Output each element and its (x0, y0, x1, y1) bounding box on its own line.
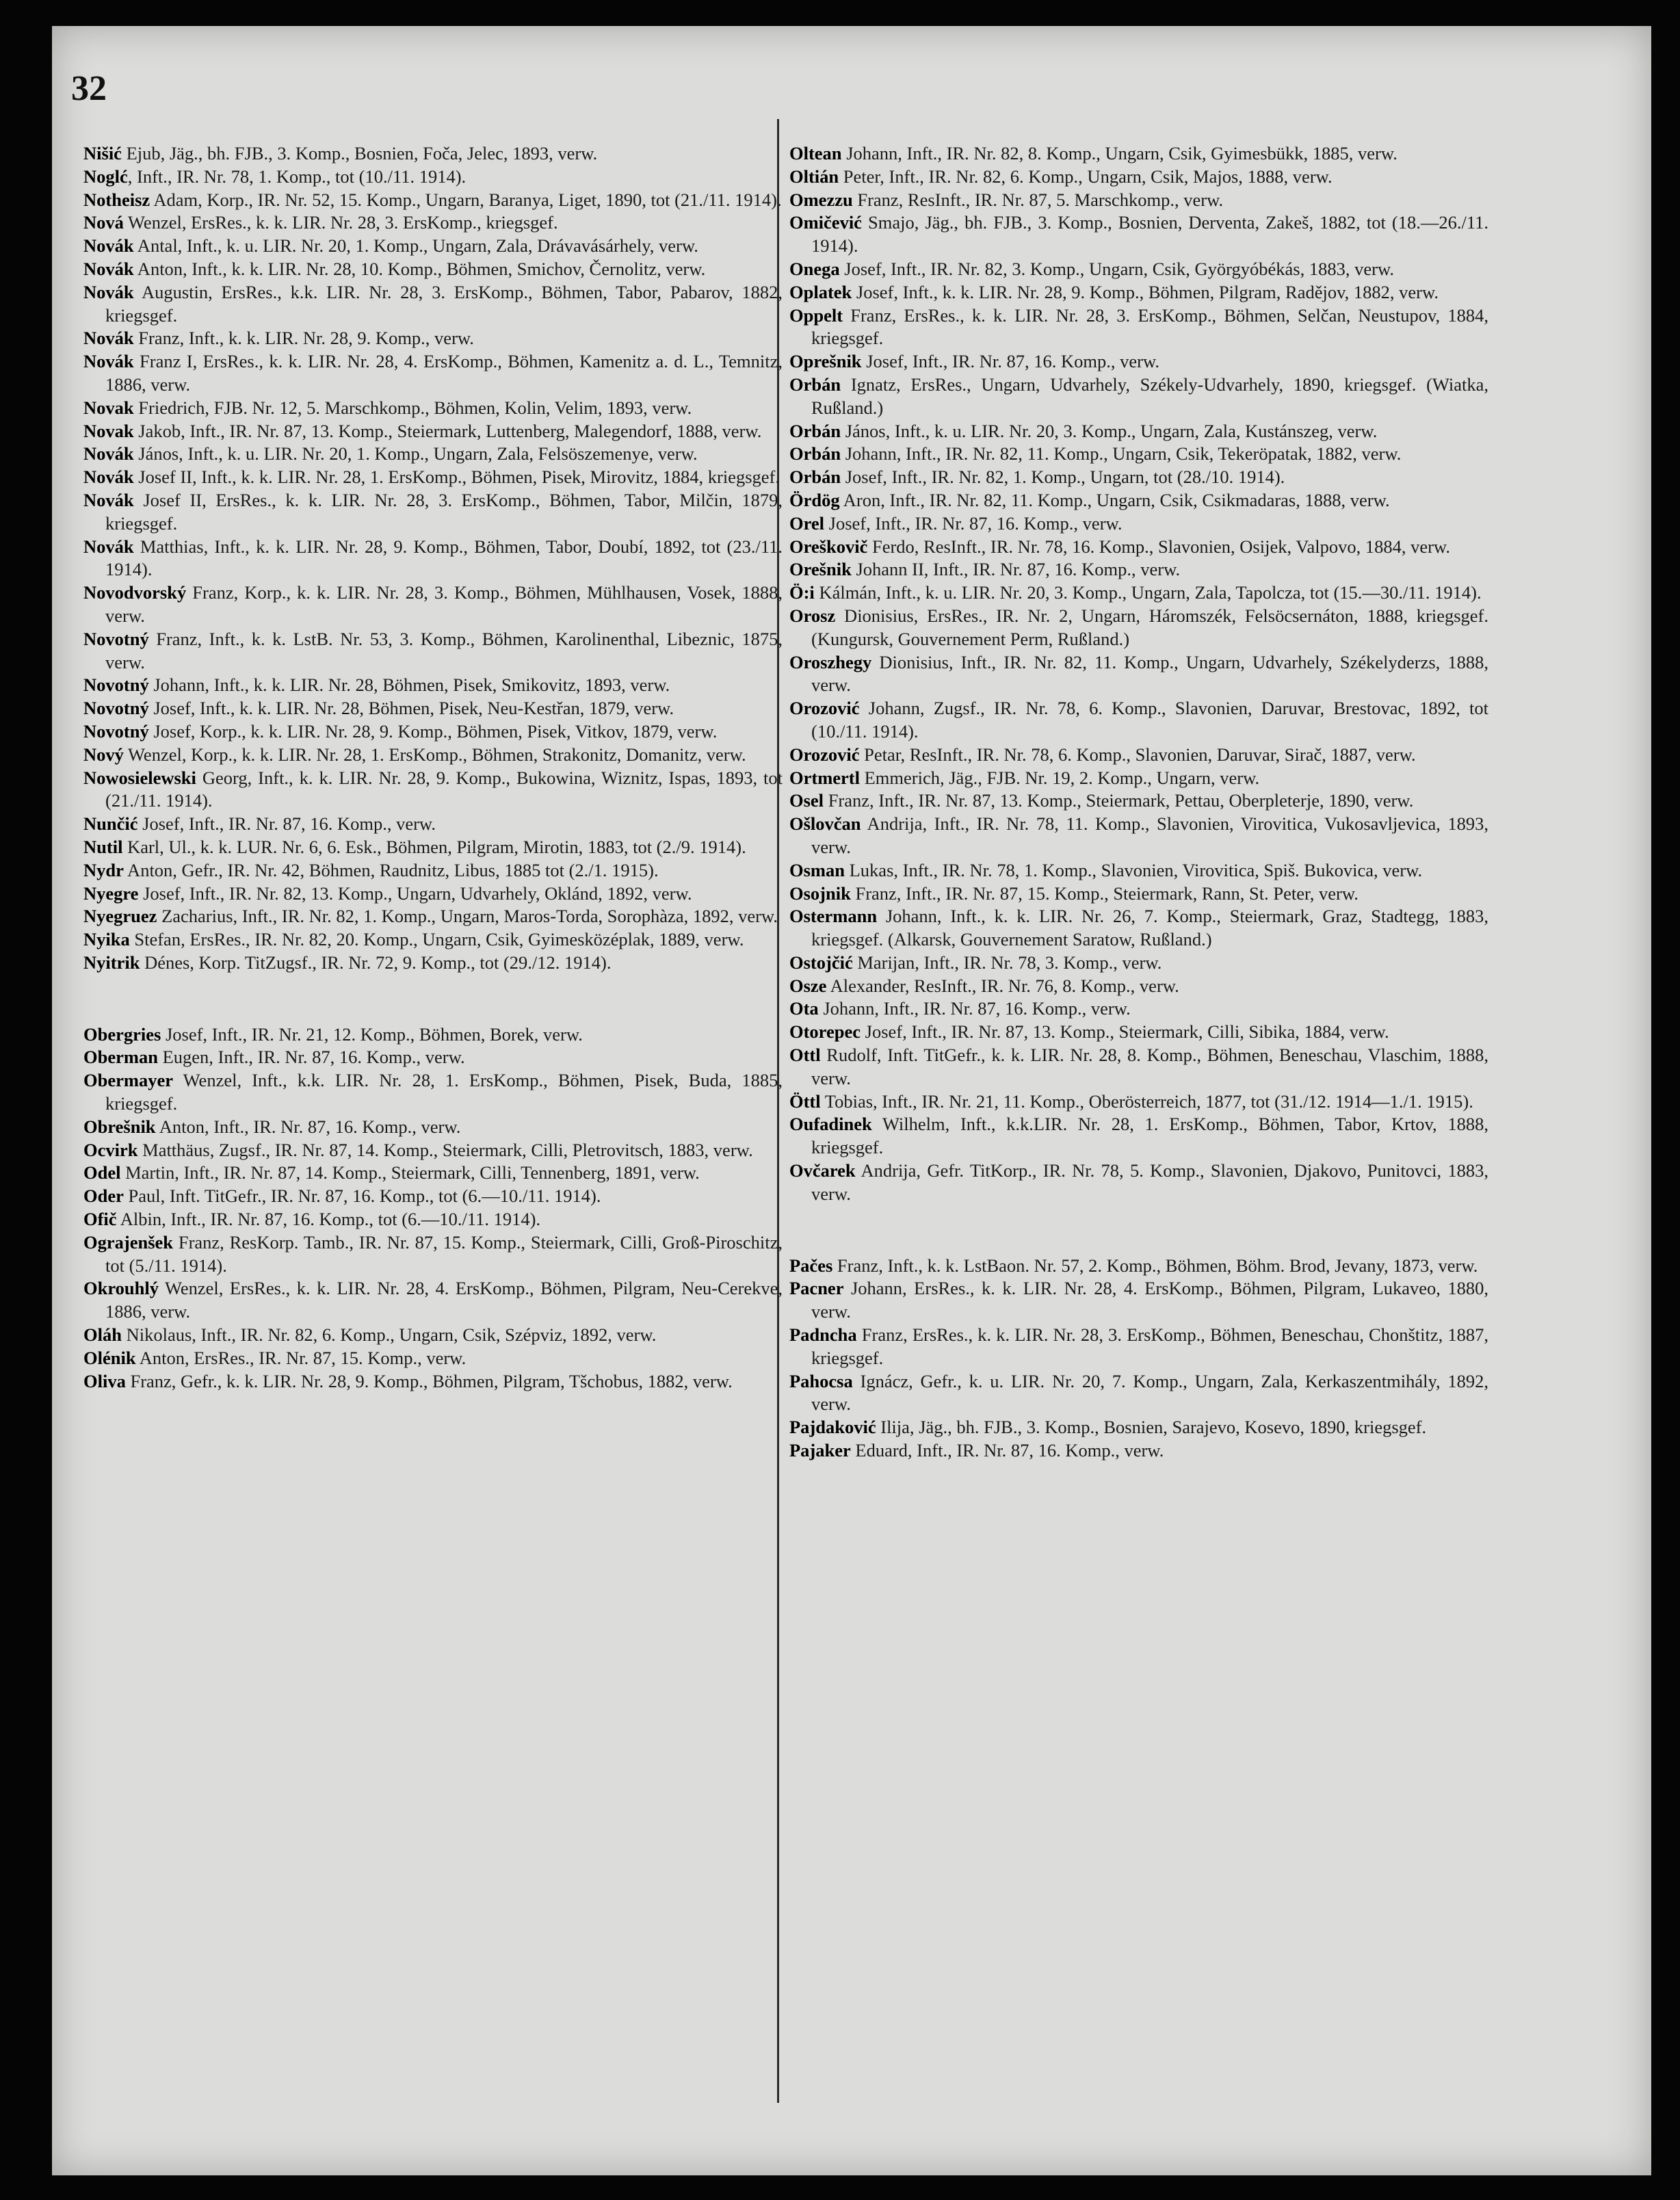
entry-details: Rudolf, Inft. TitGefr., k. k. LIR. Nr. 28, 8. Komp., Böhmen, Beneschau, Vlaschim, 1888, verw. (811, 1045, 1488, 1088)
entry-details: Anton, Inft., k. k. LIR. Nr. 28, 10. Komp., Böhmen, Smichov, Černolitz, verw. (133, 258, 706, 279)
entry-details: Josef, Inft., IR. Nr. 82, 13. Komp., Ungarn, Udvarhely, Oklánd, 1892, verw. (138, 882, 692, 904)
entry-surname: Öttl (789, 1090, 821, 1112)
casualty-entry (83, 1277, 783, 1324)
entry-details: Ilija, Jäg., bh. FJB., 3. Komp., Bosnien, Sarajevo, Kosevo, 1890, kriegsgef. (876, 1417, 1427, 1438)
casualty-entry (83, 1370, 783, 1393)
entry-details: Franz I, ErsRes., k. k. LIR. Nr. 28, 4. ErsKomp., Böhmen, Kamenitz a. d. L., Temnitz, 1886, verw. (105, 351, 783, 395)
entry-details: Franz, ErsRes., k. k. LIR. Nr. 28, 3. ErsKomp., Böhmen, Selčan, Neustupov, 1884, kriegsgef. (811, 304, 1488, 349)
entry-surname: Nyegre (83, 882, 139, 904)
casualty-entry (789, 975, 1488, 998)
entry-surname: Orozović (789, 698, 860, 719)
entry-details: , Inft., IR. Nr. 78, 1. Komp., tot (10./11. 1914). (127, 166, 467, 187)
casualty-entry (789, 1416, 1488, 1439)
casualty-entry (83, 928, 783, 952)
casualty-entry (789, 1021, 1488, 1044)
entry-details: Jakob, Inft., IR. Nr. 87, 13. Komp., Steiermark, Luttenberg, Malegendorf, 1888, verw. (133, 420, 762, 441)
entry-details: Eugen, Inft., IR. Nr. 87, 16. Komp., verw. (157, 1047, 465, 1068)
entry-details: Josef, Inft., k. k. LIR. Nr. 28, Böhmen, Pisek, Neu-Kestřan, 1879, verw. (148, 698, 674, 719)
casualty-entry (789, 1324, 1488, 1370)
casualty-entry (83, 1347, 783, 1370)
entry-surname: Orel (789, 512, 825, 534)
casualty-entry (83, 327, 783, 350)
casualty-entry (789, 443, 1488, 466)
entry-surname: Orosz (789, 605, 836, 626)
entry-surname: Oroszhegy (789, 651, 872, 672)
entry-details: János, Inft., k. u. LIR. Nr. 20, 3. Komp., Ungarn, Zala, Kustánszeg, verw. (841, 420, 1378, 441)
entry-surname: Notheisz (83, 189, 150, 210)
entry-surname: Oppelt (789, 304, 843, 326)
casualty-entry (789, 512, 1488, 536)
entry-details: Josef II, ErsRes., k. k. LIR. Nr. 28, 3. ErsKomp., Böhmen, Tabor, Milčin, 1879, kriegsgef. (105, 489, 783, 534)
casualty-entry (83, 1324, 783, 1347)
entry-details: Franz, Inft., k. k. LstBaon. Nr. 57, 2. Komp., Böhmen, Böhm. Brod, Jevany, 1873, verw. (832, 1255, 1478, 1276)
entry-surname: Novák (83, 281, 134, 302)
entry-surname: Oplatek (789, 281, 852, 302)
entry-surname: Nyegruez (83, 906, 157, 927)
entry-surname: Oreškovič (789, 536, 868, 557)
entry-group-o-continued (789, 142, 1488, 1206)
casualty-entry (83, 697, 783, 720)
casualty-entry (789, 905, 1488, 952)
entry-details: Johann, Zugsf., IR. Nr. 78, 6. Komp., Slavonien, Daruvar, Brestovac, 1892, tot (10./11. 1914). (811, 698, 1488, 742)
entry-details: Johann, Inft., k. k. LIR. Nr. 26, 7. Komp., Steiermark, Graz, Stadtegg, 1883, kriegsgef. (Alkarsk, Gouvernement Saratow, Rußland.) (811, 906, 1488, 950)
entry-surname: Novodvorský (83, 582, 187, 603)
entry-details: Johann, Inft., k. k. LIR. Nr. 28, Böhmen, Pisek, Smikovitz, 1893, verw. (148, 675, 670, 696)
casualty-entry (789, 466, 1488, 489)
casualty-entry (83, 489, 783, 536)
entry-surname: Onega (789, 258, 840, 279)
entry-surname: Obermayer (83, 1070, 173, 1091)
entry-details: Josef, Inft., IR. Nr. 87, 13. Komp., Steiermark, Cilli, Sibika, 1884, verw. (861, 1021, 1389, 1043)
casualty-entry (789, 1160, 1488, 1206)
entry-surname: Padncha (789, 1324, 857, 1346)
entry-surname: Oprešnik (789, 351, 862, 372)
casualty-entry (789, 1370, 1488, 1417)
entry-details: Matthias, Inft., k. k. LIR. Nr. 28, 9. Komp., Böhmen, Tabor, Doubí, 1892, tot (23./11. 1914). (105, 536, 783, 580)
entry-details: Ignatz, ErsRes., Ungarn, Udvarhely, Székely-Udvarhely, 1890, kriegsgef. (Wiatka, Rußland.) (811, 374, 1488, 418)
casualty-entry (83, 1162, 783, 1185)
casualty-entry (83, 1046, 783, 1069)
entry-details: Wenzel, ErsRes., k. k. LIR. Nr. 28, 4. ErsKomp., Böhmen, Pilgram, Neu-Cerekve, 1886, verw. (105, 1278, 783, 1322)
entry-details: Franz, Inft., k. k. LIR. Nr. 28, 9. Komp., verw. (133, 328, 474, 349)
entry-details: Anton, ErsRes., IR. Nr. 87, 15. Komp., verw. (135, 1347, 467, 1368)
casualty-entry (789, 997, 1488, 1021)
entry-surname: Novák (83, 443, 134, 464)
casualty-entry (789, 1113, 1488, 1160)
casualty-entry (789, 952, 1488, 975)
casualty-entry (83, 166, 783, 189)
entry-surname: Oltean (789, 143, 842, 163)
entry-surname: Novák (83, 536, 134, 557)
entry-details: Anton, Gefr., IR. Nr. 42, Böhmen, Raudnitz, Libus, 1885 tot (2./1. 1915). (123, 859, 659, 880)
entry-surname: Olénik (83, 1347, 136, 1368)
entry-surname: Okrouhlý (83, 1278, 159, 1299)
entry-surname: Ostojčić (789, 952, 853, 973)
entry-details: Dionisius, Inft., IR. Nr. 82, 11. Komp., Ungarn, Udvarhely, Székelyderzs, 1888, verw. (811, 651, 1488, 696)
entry-details: Peter, Inft., IR. Nr. 82, 6. Komp., Ungarn, Csik, Majos, 1888, verw. (839, 166, 1333, 187)
casualty-entry (83, 258, 783, 281)
entry-surname: Nutil (83, 836, 123, 857)
entry-details: Matthäus, Zugsf., IR. Nr. 87, 14. Komp., Steiermark, Cilli, Pletrovitsch, 1883, verw. (137, 1139, 753, 1160)
casualty-entry (789, 304, 1488, 351)
entry-surname: Odel (83, 1162, 121, 1183)
casualty-entry (789, 558, 1488, 581)
casualty-entry (83, 1023, 783, 1047)
casualty-entry (789, 211, 1488, 258)
casualty-entry (789, 166, 1488, 189)
entry-details: Georg, Inft., k. k. LIR. Nr. 28, 9. Komp., Bukowina, Wiznitz, Ispas, 1893, tot (21./11. 1914). (105, 767, 783, 811)
entry-details: Lukas, Inft., IR. Nr. 78, 1. Komp., Slavonien, Virovitica, Spiš. Bukovica, verw. (845, 859, 1423, 880)
entry-surname: Pajaker (789, 1440, 851, 1461)
casualty-entry (789, 420, 1488, 443)
entry-surname: Otorepec (789, 1021, 861, 1043)
entry-details: Petar, ResInft., IR. Nr. 78, 6. Komp., Slavonien, Daruvar, Sirač, 1887, verw. (859, 744, 1416, 765)
casualty-entry (83, 1116, 783, 1139)
entry-details: Stefan, ErsRes., IR. Nr. 82, 20. Komp., Ungarn, Csik, Gyimesközéplak, 1889, verw. (129, 929, 744, 950)
left-column (83, 142, 783, 1393)
entry-surname: Osojnik (789, 882, 851, 904)
entry-details: Dionisius, ErsRes., IR. Nr. 2, Ungarn, Háromszék, Felsöcsernáton, 1888, kriegsgef. (Kungursk, Gouvernement Perm, Rußland.) (811, 605, 1488, 649)
casualty-entry (83, 397, 783, 420)
casualty-entry (789, 813, 1488, 859)
entry-details: Josef, Inft., IR. Nr. 82, 1. Komp., Ungarn, tot (28./10. 1914). (841, 467, 1285, 488)
section-gap (789, 1206, 1488, 1255)
entry-surname: Orbán (789, 443, 841, 464)
entry-surname: Novotný (83, 720, 149, 742)
casualty-entry (789, 374, 1488, 420)
casualty-entry (789, 489, 1488, 512)
casualty-entry (83, 189, 783, 212)
entry-surname: Novak (83, 420, 134, 441)
casualty-entry (83, 466, 783, 489)
entry-surname: Ofič (83, 1209, 117, 1230)
page-number: 32 (71, 69, 107, 108)
entry-surname: Ograjenšek (83, 1231, 174, 1253)
entry-surname: Osze (789, 975, 827, 996)
entry-details: Johann, Inft., IR. Nr. 82, 11. Komp., Ungarn, Csik, Tekeröpatak, 1882, verw. (841, 443, 1402, 464)
entry-details: Smajo, Jäg., bh. FJB., 3. Komp., Bosnien, Derventa, Zakeš, 1882, tot (18.—26./11. 1914). (811, 212, 1488, 257)
entry-surname: Nydr (83, 859, 124, 880)
casualty-entry (83, 1139, 783, 1162)
casualty-entry (789, 767, 1488, 790)
entry-surname: Nová (83, 212, 124, 233)
entry-surname: Orbán (789, 467, 841, 488)
entry-surname: Omičević (789, 212, 862, 233)
casualty-entry (83, 1208, 783, 1231)
entry-details: Franz, Inft., IR. Nr. 87, 13. Komp., Steiermark, Pettau, Oberpleterje, 1890, verw. (824, 790, 1414, 811)
casualty-entry (83, 882, 783, 906)
entry-details: Kálmán, Inft., k. u. LIR. Nr. 20, 3. Komp., Ungarn, Zala, Tapolcza, tot (15.—30./11. 1914). (814, 582, 1482, 603)
entry-surname: Novák (83, 351, 134, 372)
entry-details: Josef, Korp., k. k. LIR. Nr. 28, 9. Komp., Böhmen, Pisek, Vitkov, 1879, verw. (148, 720, 718, 742)
entry-surname: Osman (789, 859, 845, 880)
casualty-entry (789, 581, 1488, 605)
entry-surname: Pahocsa (789, 1370, 853, 1391)
entry-details: Franz, Korp., k. k. LIR. Nr. 28, 3. Komp., Böhmen, Mühlhausen, Vosek, 1888, verw. (105, 582, 783, 626)
casualty-entry (789, 697, 1488, 744)
casualty-entry (789, 789, 1488, 813)
entry-surname: Novák (83, 235, 134, 257)
entry-surname: Novotný (83, 628, 149, 649)
casualty-entry (789, 744, 1488, 767)
entry-details: Friedrich, FJB. Nr. 12, 5. Marschkomp., Böhmen, Kolin, Velim, 1893, verw. (133, 397, 692, 418)
entry-details: Josef, Inft., IR. Nr. 82, 3. Komp., Ungarn, Csik, Györgyóbékás, 1883, verw. (839, 258, 1394, 279)
entry-details: Adam, Korp., IR. Nr. 52, 15. Komp., Ungarn, Baranya, Liget, 1890, tot (21./11. 1914). (150, 189, 782, 210)
entry-details: Josef, Inft., IR. Nr. 87, 16. Komp., verw. (137, 813, 436, 835)
casualty-entry (83, 720, 783, 744)
entry-details: Antal, Inft., k. u. LIR. Nr. 20, 1. Komp., Ungarn, Zala, Drávavásárhely, verw. (133, 235, 698, 257)
casualty-entry (789, 1090, 1488, 1114)
entry-details: Franz, Gefr., k. k. LIR. Nr. 28, 9. Komp., Böhmen, Pilgram, Tšchobus, 1882, verw. (125, 1370, 733, 1391)
casualty-entry (789, 1439, 1488, 1463)
casualty-entry (83, 536, 783, 582)
entry-surname: Obrešnik (83, 1116, 156, 1137)
casualty-entry (83, 420, 783, 443)
casualty-entry (83, 1185, 783, 1208)
casualty-entry (789, 859, 1488, 882)
entry-surname: Orozović (789, 744, 860, 765)
entry-details: Josef, Inft., IR. Nr. 87, 16. Komp., verw. (824, 512, 1123, 534)
entry-surname: Novák (83, 467, 134, 488)
entry-details: Ignácz, Gefr., k. u. LIR. Nr. 20, 7. Komp., Ungarn, Zala, Kerkaszentmihály, 1892, verw. (811, 1370, 1488, 1415)
entry-surname: Oliva (83, 1370, 126, 1391)
entry-details: Alexander, ResInft., IR. Nr. 76, 8. Komp., verw. (826, 975, 1179, 996)
entry-details: Johann, Inft., IR. Nr. 82, 8. Komp., Ungarn, Csik, Gyimesbükk, 1885, verw. (841, 143, 1397, 163)
entry-details: Paul, Inft. TitGefr., IR. Nr. 87, 16. Komp., tot (6.—10./11. 1914). (123, 1186, 601, 1207)
casualty-entry (83, 767, 783, 813)
entry-details: Wilhelm, Inft., k.k.LIR. Nr. 28, 1. ErsKomp., Böhmen, Tabor, Krtov, 1888, kriegsgef. (811, 1114, 1488, 1158)
entry-details: Johann II, Inft., IR. Nr. 87, 16. Komp., verw. (851, 559, 1181, 580)
entry-details: Martin, Inft., IR. Nr. 87, 14. Komp., Steiermark, Cilli, Tennenberg, 1891, verw. (120, 1162, 700, 1183)
entry-details: Andrija, Inft., IR. Nr. 78, 11. Komp., Slavonien, Virovitica, Vukosavljevica, 1893, verw. (811, 813, 1488, 857)
entry-surname: Oláh (83, 1324, 122, 1346)
casualty-entry (789, 1277, 1488, 1324)
entry-surname: Nunčić (83, 813, 138, 835)
casualty-entry (83, 142, 783, 166)
casualty-entry (83, 859, 783, 882)
casualty-entry (789, 1255, 1488, 1278)
casualty-entry (83, 1069, 783, 1116)
entry-details: Josef, Inft., k. k. LIR. Nr. 28, 9. Komp., Böhmen, Pilgram, Radějov, 1882, verw. (852, 281, 1439, 302)
entry-details: Nikolaus, Inft., IR. Nr. 82, 6. Komp., Ungarn, Csik, Szépviz, 1892, verw. (121, 1324, 657, 1346)
entry-details: Franz, ResKorp. Tamb., IR. Nr. 87, 15. Komp., Steiermark, Cilli, Groß-Piroschitz, tot (5./11. 1914). (105, 1231, 783, 1276)
entry-details: Aron, Inft., IR. Nr. 82, 11. Komp., Ungarn, Csik, Csikmadaras, 1888, verw. (839, 489, 1390, 510)
entry-group-n (83, 142, 783, 975)
entry-details: Dénes, Korp. TitZugsf., IR. Nr. 72, 9. Komp., tot (29./12. 1914). (140, 952, 612, 973)
entry-details: Tobias, Inft., IR. Nr. 21, 11. Komp., Oberösterreich, 1877, tot (31./12. 1914—1./1. 1915). (820, 1090, 1473, 1112)
entry-surname: Omezzu (789, 189, 853, 210)
entry-details: Zacharius, Inft., IR. Nr. 82, 1. Komp., Ungarn, Maros-Torda, Sorophàza, 1892, verw. (157, 906, 778, 927)
entry-surname: Ö:i (789, 582, 815, 603)
entry-details: Wenzel, Inft., k.k. LIR. Nr. 28, 1. ErsKomp., Böhmen, Pisek, Buda, 1885, kriegsgef. (105, 1070, 783, 1114)
entry-surname: Ottl (789, 1045, 821, 1066)
entry-details: Franz, ResInft., IR. Nr. 87, 5. Marschkomp., verw. (852, 189, 1224, 210)
casualty-entry (789, 142, 1488, 166)
casualty-entry (83, 211, 783, 235)
entry-details: Josef, Inft., IR. Nr. 87, 16. Komp., verw. (861, 351, 1160, 372)
entry-surname: Novák (83, 328, 134, 349)
casualty-entry (83, 235, 783, 258)
entry-surname: Novák (83, 489, 134, 510)
entry-surname: Ördög (789, 489, 840, 510)
entry-surname: Nový (83, 744, 124, 765)
casualty-entry (789, 350, 1488, 374)
entry-surname: Ortmertl (789, 767, 860, 788)
entry-surname: Nyika (83, 929, 130, 950)
entry-surname: Ocvirk (83, 1139, 138, 1160)
entry-surname: Orbán (789, 420, 841, 441)
entry-surname: Orešnik (789, 559, 852, 580)
entry-details: Josef II, Inft., k. k. LIR. Nr. 28, 1. ErsKomp., Böhmen, Pisek, Mirovitz, 1884, kriegsgef. (133, 467, 780, 488)
entry-details: Josef, Inft., IR. Nr. 21, 12. Komp., Böhmen, Borek, verw. (161, 1023, 583, 1045)
casualty-entry (789, 281, 1488, 304)
casualty-entry (83, 674, 783, 697)
casualty-entry (789, 1044, 1488, 1090)
entry-surname: Nyitrik (83, 952, 140, 973)
entry-surname: Pacner (789, 1278, 844, 1299)
entry-details: Franz, Inft., k. k. LstB. Nr. 53, 3. Komp., Böhmen, Karolinenthal, Libeznic, 1875, verw. (105, 628, 783, 672)
entry-details: Anton, Inft., IR. Nr. 87, 16. Komp., verw. (155, 1116, 461, 1137)
entry-surname: Oberman (83, 1047, 158, 1068)
casualty-entry (83, 281, 783, 328)
casualty-entry (789, 189, 1488, 212)
entry-details: Albin, Inft., IR. Nr. 87, 16. Komp., tot (6.—10./11. 1914). (116, 1209, 541, 1230)
entry-details: Emmerich, Jäg., FJB. Nr. 19, 2. Komp., Ungarn, verw. (860, 767, 1260, 788)
entry-details: Franz, ErsRes., k. k. LIR. Nr. 28, 3. ErsKomp., Böhmen, Beneschau, Chonštitz, 1887, kriegsgef. (811, 1324, 1488, 1368)
casualty-entry (83, 836, 783, 859)
entry-details: Wenzel, ErsRes., k. k. LIR. Nr. 28, 3. ErsKomp., kriegsgef. (123, 212, 558, 233)
entry-surname: Oder (83, 1186, 124, 1207)
casualty-entry (789, 651, 1488, 698)
right-column (789, 142, 1488, 1463)
entry-surname: Noglć (83, 166, 128, 187)
entry-surname: Novotný (83, 675, 149, 696)
entry-details: Johann, ErsRes., k. k. LIR. Nr. 28, 4. ErsKomp., Böhmen, Pilgram, Lukaveo, 1880, verw. (811, 1278, 1488, 1322)
entry-surname: Novák (83, 258, 134, 279)
casualty-entry (789, 536, 1488, 559)
section-gap (83, 975, 783, 1023)
entry-surname: Obergries (83, 1023, 161, 1045)
entry-details: Ejub, Jäg., bh. FJB., 3. Komp., Bosnien, Foča, Jelec, 1893, verw. (121, 143, 598, 163)
casualty-entry (789, 258, 1488, 281)
entry-surname: Oltián (789, 166, 839, 187)
entry-surname: Nišić (83, 143, 122, 163)
entry-details: János, Inft., k. u. LIR. Nr. 20, 1. Komp., Ungarn, Zala, Felsöszemenye, verw. (133, 443, 698, 464)
entry-surname: Novak (83, 397, 134, 418)
entry-surname: Oufadinek (789, 1114, 872, 1135)
entry-surname: Orbán (789, 374, 841, 395)
entry-surname: Novotný (83, 698, 149, 719)
entry-details: Andrija, Gefr. TitKorp., IR. Nr. 78, 5. Komp., Slavonien, Djakovo, Punitovci, 1883, verw. (811, 1160, 1488, 1204)
entry-details: Johann, Inft., IR. Nr. 87, 16. Komp., verw. (818, 998, 1131, 1019)
casualty-entry (83, 1231, 783, 1278)
entry-surname: Ota (789, 998, 819, 1019)
casualty-entry (83, 581, 783, 628)
entry-surname: Ostermann (789, 906, 878, 927)
casualty-entry (83, 905, 783, 928)
casualty-entry (789, 882, 1488, 906)
casualty-entry (83, 952, 783, 975)
entry-group-p (789, 1255, 1488, 1463)
casualty-entry (789, 605, 1488, 651)
casualty-entry (83, 443, 783, 466)
entry-surname: Pačes (789, 1255, 833, 1276)
entry-details: Eduard, Inft., IR. Nr. 87, 16. Komp., verw. (850, 1440, 1164, 1461)
entry-surname: Nowosielewski (83, 767, 196, 788)
entry-details: Franz, Inft., IR. Nr. 87, 15. Komp., Steiermark, Rann, St. Peter, verw. (850, 882, 1359, 904)
entry-details: Wenzel, Korp., k. k. LIR. Nr. 28, 1. ErsKomp., Böhmen, Strakonitz, Domanitz, verw. (123, 744, 746, 765)
entry-details: Augustin, ErsRes., k.k. LIR. Nr. 28, 3. ErsKomp., Böhmen, Tabor, Pabarov, 1882, kriegsgef. (105, 281, 783, 326)
entry-surname: Ošlovčan (789, 813, 861, 835)
entry-details: Ferdo, ResInft., IR. Nr. 78, 16. Komp., Slavonien, Osijek, Valpovo, 1884, verw. (867, 536, 1450, 557)
entry-surname: Pajdaković (789, 1417, 876, 1438)
entry-surname: Ovčarek (789, 1160, 856, 1181)
casualty-entry (83, 628, 783, 675)
entry-details: Marijan, Inft., IR. Nr. 78, 3. Komp., verw. (852, 952, 1162, 973)
casualty-entry (83, 350, 783, 397)
casualty-entry (83, 813, 783, 836)
entry-surname: Osel (789, 790, 824, 811)
casualty-entry (83, 744, 783, 767)
entry-details: Karl, Ul., k. k. LUR. Nr. 6, 6. Esk., Böhmen, Pilgram, Mirotin, 1883, tot (2./9. 1914). (122, 836, 746, 857)
entry-group-o (83, 1023, 783, 1393)
